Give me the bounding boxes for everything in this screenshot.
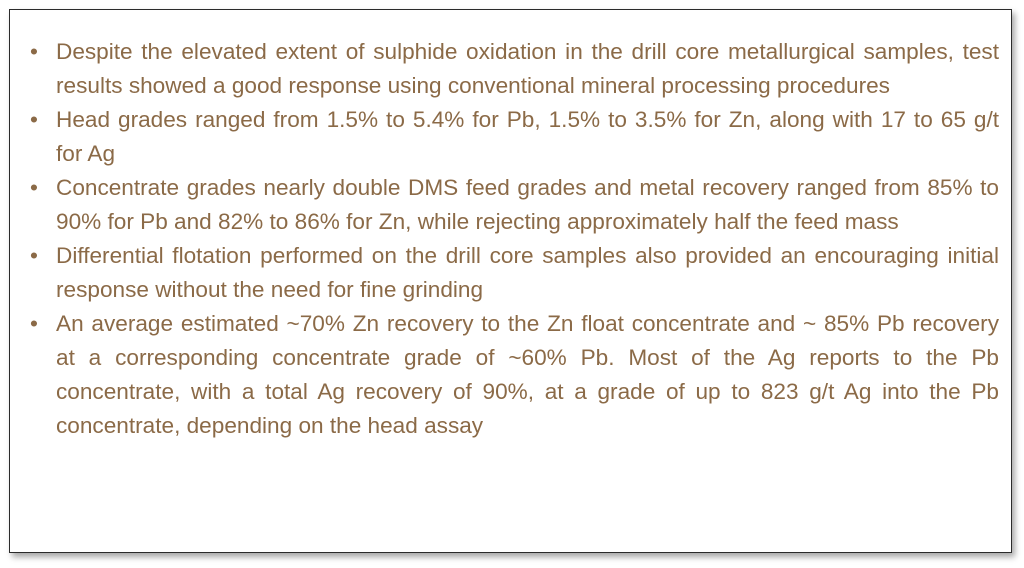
bullet-item-concentrate-grades: [26, 171, 999, 239]
bullet-item-differential-flotation: [26, 239, 999, 307]
bullet-icon: •: [30, 39, 38, 64]
bullet-text: Head grades ranged from 1.5% to 5.4% for Pb, 1.5% to 3.5% for Zn, along with 17 to 65 g/t for Ag: [56, 107, 999, 166]
text-box: [9, 9, 1012, 553]
bullet-icon: •: [30, 175, 38, 200]
bullet-text: Despite the elevated extent of sulphide oxidation in the drill core metallurgical samples, test results showed a good response using conventional mineral processing procedures: [56, 39, 999, 98]
bullet-item-recovery-estimate: [26, 307, 999, 443]
bullet-icon: •: [30, 243, 38, 268]
bullet-text: Differential flotation performed on the drill core samples also provided an encouraging initial response without the need for fine grinding: [56, 243, 999, 302]
bullet-list: [26, 35, 999, 443]
bullet-icon: •: [30, 311, 38, 336]
bullet-item-sulphide-oxidation: [26, 35, 999, 103]
bullet-text: An average estimated ~70% Zn recovery to the Zn float concentrate and ~ 85% Pb recovery at a corresponding concentrate grade of ~60% Pb. Most of the Ag reports to the Pb concentrate, with a total Ag recovery of 90%, at a grade of up to 823 g/t Ag into the Pb concentrate, depending on the head assay: [56, 311, 999, 438]
bullet-icon: •: [30, 107, 38, 132]
bullet-item-head-grades: [26, 103, 999, 171]
bullet-text: Concentrate grades nearly double DMS feed grades and metal recovery ranged from 85% to 90% for Pb and 82% to 86% for Zn, while rejecting approximately half the feed mass: [56, 175, 999, 234]
